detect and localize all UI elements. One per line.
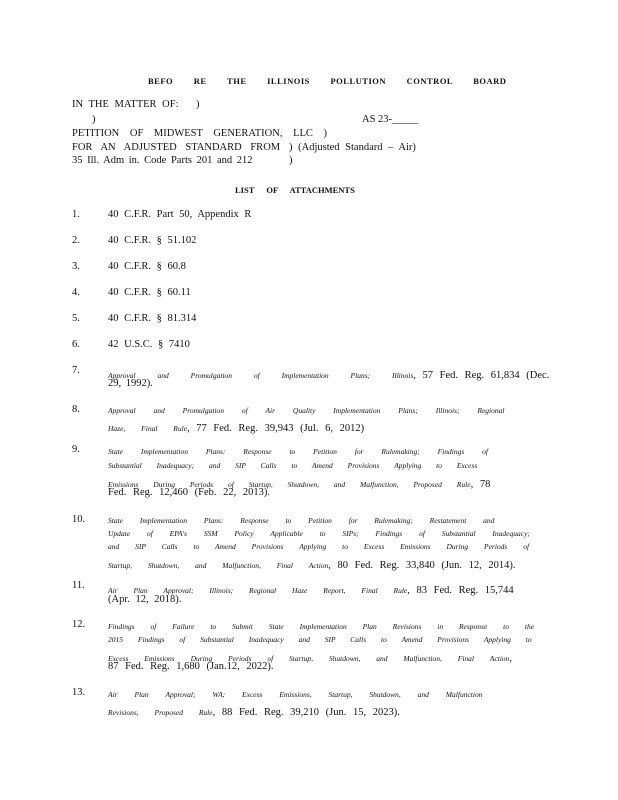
list-item: 40 C.F.R. Part 50, Appendix R <box>108 209 252 220</box>
item-number: 13. <box>72 687 86 698</box>
caption-petition: PETITION OF MIDWEST GENERATION, LLC ) <box>72 128 328 139</box>
list-item: 40 C.F.R. § 51.102 <box>108 235 197 246</box>
list-item: Approval and Promulgation of Air Quality Implementation Plans; Illinois; Regional <box>108 406 505 415</box>
list-item-continuation: Fed. Reg. 12,460 (Feb. 22, 2013). <box>108 487 271 498</box>
list-item: Findings of Failure to Submit State Implementation Plan Revisions in Response to the <box>108 622 535 631</box>
list-item-continuation: and SIP Calls to Amend Provisions Applying to Excess Emissions During Periods of <box>108 542 530 551</box>
list-item: Air Plan Approval; WA; Excess Emissions, Startup, Shutdown, and Malfunction <box>108 690 483 699</box>
list-item-continuation: Haze, Final Rule, 77 Fed. Reg. 39,943 (Jul. 6, 2012) <box>108 423 365 434</box>
caption-adjusted-standard: FOR AN ADJUSTED STANDARD FROM <box>72 142 281 153</box>
board-title: BEFO RE THE ILLINOIS POLLUTION CONTROL BOARD <box>148 76 507 86</box>
list-title: LIST OF ATTACHMENTS <box>235 185 355 195</box>
item-number: 4. <box>72 287 80 298</box>
list-item-continuation: Substantial Inadequacy; and SIP Calls to Amend Provisions Applying to Excess <box>108 461 478 470</box>
list-item: 40 C.F.R. § 81.314 <box>108 313 197 324</box>
caption-matter: IN THE MATTER OF: <box>72 99 179 110</box>
item-number: 3. <box>72 261 80 272</box>
caption-paren: ) <box>196 99 200 110</box>
item-number: 1. <box>72 209 80 220</box>
list-item: State Implementation Plans: Response to Petition for Rulemaking; Restatement and <box>108 516 495 525</box>
item-number: 7. <box>72 365 80 376</box>
list-item-continuation: Update of EPA's SSM Policy Applicable to SIPs; Findings of Substantial Inadequacy; <box>108 529 530 538</box>
list-item-continuation: (Apr. 12, 2018). <box>108 594 182 605</box>
caption-code-parts: 35 Ill. Adm in. Code Parts 201 and 212 <box>72 155 253 166</box>
item-number: 8. <box>72 404 80 415</box>
item-number: 5. <box>72 313 80 324</box>
list-item-continuation: Startup, Shutdown, and Malfunction, Final Action, 80 Fed. Reg. 33,840 (Jun. 12, 2014). <box>108 560 516 571</box>
list-item: Air Plan Approval; Illinois; Regional Haze Report, Final Rule, 83 Fed. Reg. 15,744 <box>108 585 514 596</box>
list-item: 40 C.F.R. § 60.11 <box>108 287 191 298</box>
caption-paren: ) <box>289 155 293 166</box>
docket-number: AS 23-_____ <box>362 114 419 125</box>
caption-adjusted-standard-type: ) (Adjusted Standard – Air) <box>289 142 416 153</box>
list-item-continuation: 87 Fed. Reg. 1,680 (Jan.12, 2022). <box>108 661 274 672</box>
item-number: 11. <box>72 580 85 591</box>
list-item: 42 U.S.C. § 7410 <box>108 339 190 350</box>
item-number: 12. <box>72 619 86 630</box>
list-item: 40 C.F.R. § 60.8 <box>108 261 186 272</box>
list-item-continuation: Emissions During Periods of Startup, Shutdown, and Malfunction, Proposed Rule, 78 <box>108 479 491 490</box>
list-item-continuation: Revisions, Proposed Rule, 88 Fed. Reg. 39,210 (Jun. 15, 2023). <box>108 707 400 718</box>
list-item-continuation: Excess Emissions During Periods of Startup, Shutdown, and Malfunction, Final Action, <box>108 653 512 664</box>
list-item: Approval and Promulgation of Implementation Plans; Illinois, 57 Fed. Reg. 61,834 (Dec. <box>108 370 550 381</box>
item-number: 10. <box>72 514 86 525</box>
item-number: 2. <box>72 235 80 246</box>
item-number: 9. <box>72 444 80 455</box>
caption-paren: ) <box>92 114 96 125</box>
list-item-continuation: 29, 1992). <box>108 378 153 389</box>
item-number: 6. <box>72 339 80 350</box>
list-item-continuation: 2015 Findings of Substantial Inadequacy and SIP Calls to Amend Provisions Applying to <box>108 635 532 644</box>
list-item: State Implementation Plans: Response to Petition for Rulemaking; Findings of <box>108 447 489 456</box>
